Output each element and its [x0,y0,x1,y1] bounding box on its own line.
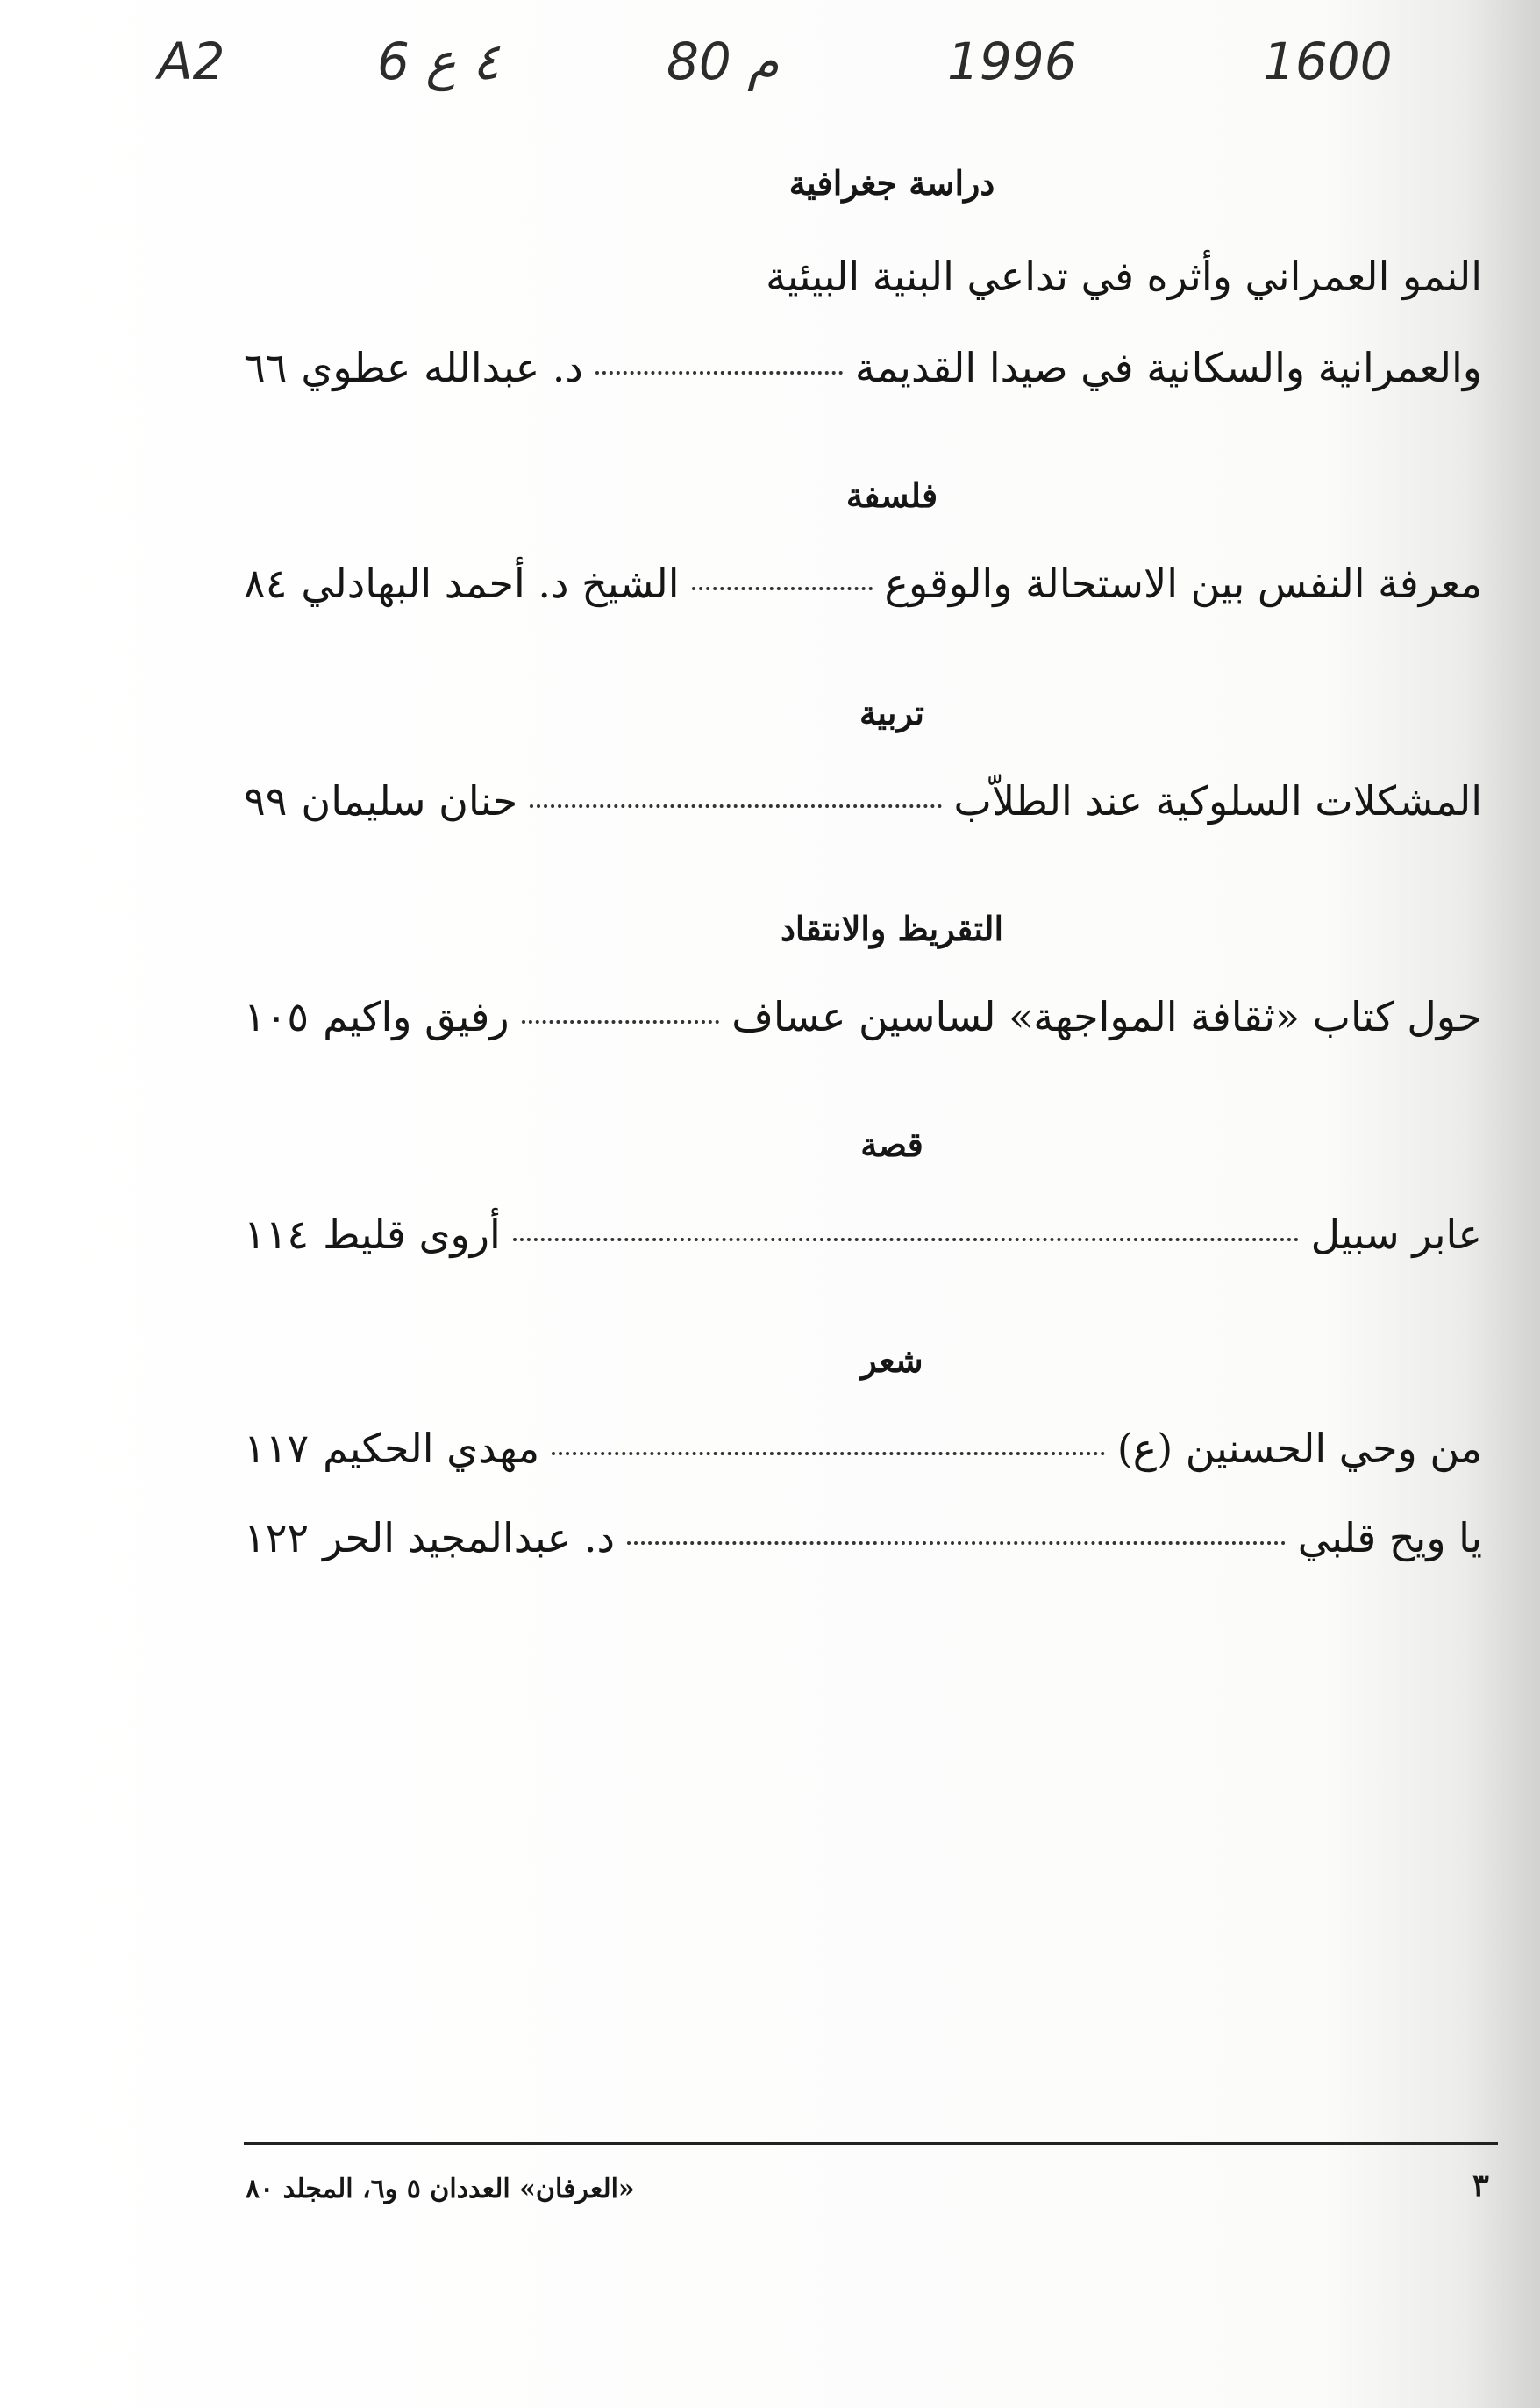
dot-leader [595,371,843,375]
entry-title: يا ويح قلبي [1297,1514,1482,1561]
entry-author: الشيخ د. أحمد البهادلي [301,560,680,607]
entry-title: المشكلات السلوكية عند الطلاّب [953,777,1482,825]
toc-entry [244,1211,1482,1267]
dot-leader [513,1238,1299,1241]
entry-author: مهدي الحكيم [323,1425,540,1472]
entry-title: والعمرانية والسكانية في صيدا القديمة [854,344,1482,391]
entry-title-line: النمو العمراني وأثره في تداعي البنية البيئية [766,253,1482,300]
entry-page: ١١٧ [244,1425,310,1472]
dot-leader [530,804,941,808]
dot-leader [552,1452,1105,1455]
handwritten-note: A2 [158,32,225,91]
entry-page: ٩٩ [244,777,288,825]
footer-page-number: ٣ [1472,2167,1489,2204]
dot-leader [627,1541,1286,1545]
footer-journal: «العرفان» العددان ٥ و٦، المجلد ٨٠ [246,2174,635,2204]
section-heading: شعر [860,1340,923,1380]
entry-title: عابر سبيل [1310,1211,1482,1258]
entry-page: ٦٦ [244,344,288,391]
section-heading: دراسة جغرافية [788,163,995,203]
section-heading: التقريظ والانتقاد [780,909,1003,948]
entry-author: د. عبدالمجيد الحر [323,1514,615,1561]
entry-page: ١٠٥ [244,993,310,1040]
entry-title: حول كتاب «ثقافة المواجهة» لساسين عساف [731,993,1482,1040]
entry-page: ١٢٢ [244,1514,310,1561]
toc-entry [244,560,1482,616]
toc-entry [244,993,1482,1049]
entry-author: أروى قليط [323,1211,501,1258]
dot-leader [522,1020,720,1024]
entry-title: من وحي الحسنين (ع) [1116,1425,1482,1472]
toc-entry [244,777,1482,833]
entry-page: ٨٤ [244,560,288,607]
handwritten-note: 80 م [667,32,780,91]
section-heading: فلسفة [845,475,938,515]
toc-entry [244,1514,1482,1570]
entry-page: ١١٤ [244,1211,310,1258]
toc-entry [244,1425,1482,1481]
footer-rule [244,2142,1498,2145]
toc-entry [244,344,1482,400]
entry-author: رفيق واكيم [323,993,510,1040]
dot-leader [692,587,873,590]
handwritten-note: 1600 [1263,32,1393,91]
section-heading: تربية [859,693,924,732]
handwritten-note: 1996 [947,32,1077,91]
section-heading: قصة [860,1125,923,1164]
entry-title: معرفة النفس بين الاستحالة والوقوع [884,560,1482,607]
handwritten-note: 6 ٤ ع [377,32,500,91]
entry-author: د. عبدالله عطوي [301,344,583,391]
entry-author: حنان سليمان [301,777,518,825]
